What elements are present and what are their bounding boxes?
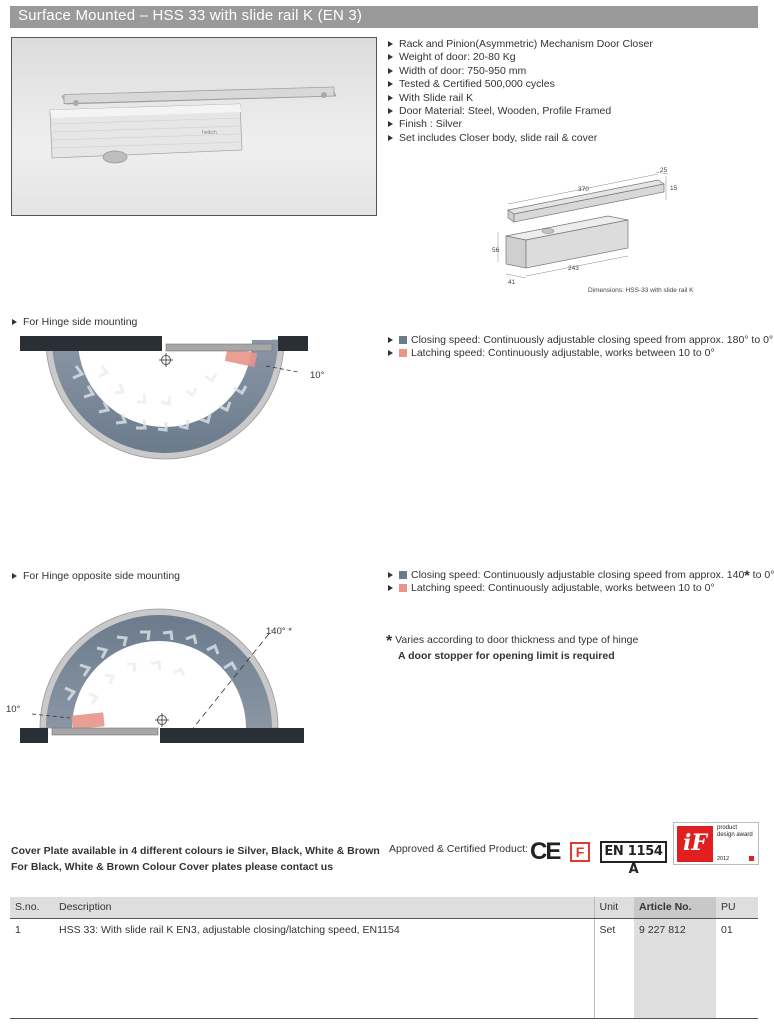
closing-speed-item — [387, 334, 773, 347]
col-sno: S.no. — [10, 897, 54, 918]
hinge-opposite-open-angle: 140° * — [266, 626, 292, 637]
dim-label-rail-width: 25 — [660, 167, 668, 174]
feature-item: Door Material: Steel, Wooden, Profile Framed — [387, 105, 653, 118]
latching-speed-item — [387, 347, 773, 360]
dim-label-rail: 370 — [578, 186, 589, 193]
footnote-varies — [386, 633, 638, 651]
feature-item: Rack and Pinion(Asymmetric) Mechanism Door Closer — [387, 38, 653, 51]
table-header-row — [10, 897, 758, 918]
cell-pu: 01 — [716, 918, 758, 1018]
hinge-opposite-heading: For Hinge opposite side mounting — [11, 570, 180, 582]
hinge-opposite-close-angle: 10° — [6, 704, 21, 715]
hinge-side-angle-label: 10° — [310, 370, 325, 381]
cover-plate-info — [11, 843, 380, 875]
approved-label: Approved & Certified Product: — [389, 843, 528, 855]
col-pu: PU — [716, 897, 758, 918]
cover-line-2: For Black, White & Brown Colour Cover plates please contact us — [11, 861, 334, 873]
feature-item: Set includes Closer body, slide rail & cover — [387, 132, 653, 145]
closing-speed-suffix: to 0° — [752, 569, 774, 581]
footnote-varies-text: Varies according to door thickness and type of hinge — [395, 634, 639, 646]
col-article-no: Article No. — [634, 897, 716, 918]
footnote-star: * — [386, 633, 393, 650]
latching-swatch-icon — [399, 584, 407, 592]
product-photo — [11, 37, 377, 216]
col-description: Description — [54, 897, 594, 918]
closing-speed-text: Closing speed: Continuously adjustable closing speed from approx. 140 — [411, 569, 745, 581]
article-table — [10, 897, 758, 1019]
table-row — [10, 918, 758, 1018]
if-logo-icon: iF — [677, 826, 713, 862]
cover-line-1: Cover Plate available in 4 different colours ie Silver, Black, White & Brown — [11, 845, 380, 857]
page-title-bar — [10, 6, 758, 28]
latching-speed-text: Latching speed: Continuously adjustable, works between 10 to 0° — [411, 582, 715, 595]
hinge-side-speeds — [387, 334, 773, 361]
f-mark: F — [570, 842, 590, 862]
dimensions-drawing — [488, 160, 718, 300]
svg-text:hettich: hettich — [202, 130, 217, 136]
closing-speed-item — [387, 569, 774, 582]
cell-description: HSS 33: With slide rail K EN3, adjustable closing/latching speed, EN1154 — [54, 918, 594, 1018]
feature-list — [387, 38, 653, 145]
latching-speed-item — [387, 582, 774, 595]
feature-item: Finish : Silver — [387, 118, 653, 131]
award-year: 2012 — [717, 856, 730, 862]
dim-label-offset: 41 — [508, 279, 516, 286]
latching-swatch-icon — [399, 349, 407, 357]
award-text: product design award — [717, 825, 753, 838]
feature-item: Weight of door: 20-80 Kg — [387, 51, 653, 64]
dim-label-rail-height: 15 — [670, 185, 678, 192]
closing-swatch-icon — [399, 336, 407, 344]
footnote-stopper: A door stopper for opening limit is required — [398, 650, 615, 662]
dimensions-caption: Dimensions: HSS-33 with slide rail K — [588, 287, 694, 294]
feature-item: With Slide rail K — [387, 92, 653, 105]
feature-item: Tested & Certified 500,000 cycles — [387, 78, 653, 91]
col-unit: Unit — [594, 897, 634, 918]
dim-label-height: 56 — [492, 247, 500, 254]
dim-label-body: 243 — [568, 265, 579, 272]
closing-swatch-icon — [399, 571, 407, 579]
hinge-side-diagram — [20, 336, 325, 486]
en-1154-badge: EN 1154 A — [600, 841, 667, 863]
award-dot-icon — [749, 856, 754, 861]
page-title: Surface Mounted – HSS 33 with slide rail K (EN 3) — [18, 7, 363, 24]
door-closer-image — [12, 38, 378, 217]
latching-speed-text: Latching speed: Continuously adjustable, works between 10 to 0° — [411, 347, 715, 360]
cell-sno: 1 — [10, 918, 54, 1018]
ce-mark: CE — [530, 838, 560, 865]
feature-item: Width of door: 750-950 mm — [387, 65, 653, 78]
cell-unit: Set — [594, 918, 634, 1018]
footnote-star: * — [744, 567, 750, 583]
cell-article-no: 9 227 812 — [634, 918, 716, 1018]
hinge-side-heading: For Hinge side mounting — [11, 316, 137, 328]
closing-speed-text: Closing speed: Continuously adjustable closing speed from approx. 180° to 0° — [411, 334, 774, 346]
if-design-award-logo — [673, 822, 759, 865]
hinge-opposite-speeds — [387, 569, 774, 596]
hinge-opposite-diagram — [4, 600, 310, 750]
